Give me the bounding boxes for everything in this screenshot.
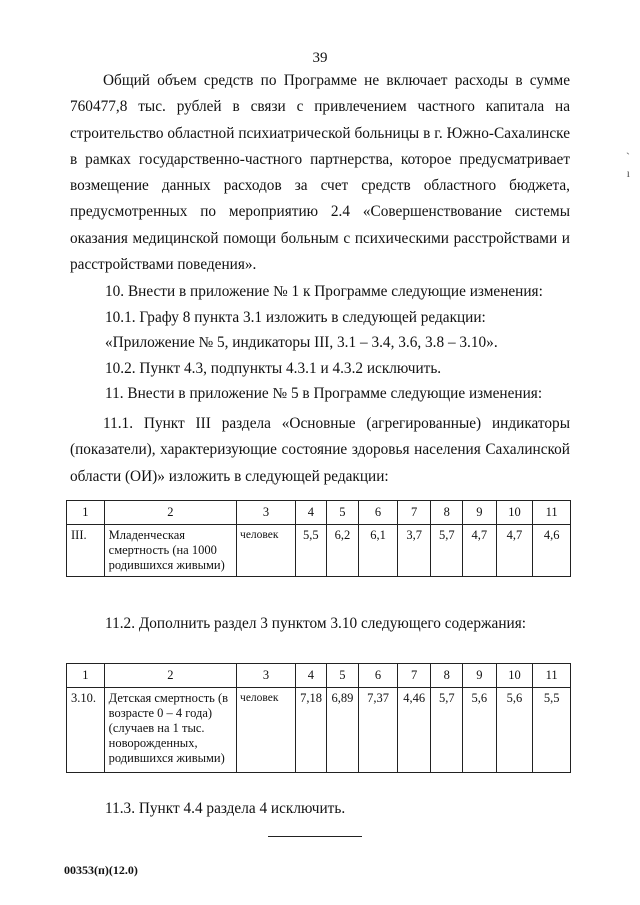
header-cell: 11 bbox=[533, 664, 571, 688]
document-code: 00353(п)(12.0) bbox=[64, 863, 138, 877]
value-cell: 5,6 bbox=[496, 688, 533, 773]
value-cell: 5,7 bbox=[431, 525, 463, 577]
margin-mark: ı bbox=[626, 166, 630, 180]
header-cell: 4 bbox=[296, 501, 327, 525]
indicator-name: Младенческая смертность (на 1000 родившихся живыми) bbox=[104, 525, 236, 577]
unit-cell: человек bbox=[237, 525, 296, 577]
indicator-table-infant-mortality bbox=[66, 500, 571, 577]
header-cell: 3 bbox=[237, 501, 296, 525]
header-cell: 3 bbox=[237, 664, 296, 688]
indicator-table-child-mortality bbox=[66, 663, 571, 773]
value-cell: 5,5 bbox=[533, 688, 571, 773]
header-cell: 7 bbox=[397, 501, 431, 525]
header-cell: 6 bbox=[359, 501, 398, 525]
table-header-row bbox=[67, 664, 571, 688]
item-10-2: 10.2. Пункт 4.3, подпункты 4.3.1 и 4.3.2 исключить. bbox=[105, 360, 442, 377]
item-11-2: 11.2. Дополнить раздел 3 пунктом 3.10 следующего содержания: bbox=[105, 615, 526, 632]
page-number: 39 bbox=[312, 50, 328, 66]
item-11-3: 11.3. Пункт 4.4 раздела 4 исключить. bbox=[105, 800, 346, 817]
value-cell: 5,6 bbox=[463, 688, 497, 773]
value-cell: 4,7 bbox=[496, 525, 533, 577]
paragraph-total-funding: Общий объем средств по Программе не включает расходы в сумме 760477,8 тыс. рублей в связи с привлечением частного капитала на строительство областной психиатрической больницы в г. Южно-Сахалинске в рамках государственно-частного партнерства, которое предусматривает возмещение данных расходов за счет средств областного бюджета, предусмотренных по мероприятию 2.4 «Совершенствование системы оказания медицинской помощи больным с психическими расстройствами и расстройствами поведения». bbox=[70, 72, 570, 274]
header-cell: 2 bbox=[104, 664, 236, 688]
header-cell: 5 bbox=[326, 664, 359, 688]
header-cell: 8 bbox=[431, 501, 463, 525]
row-number: 3.10. bbox=[67, 688, 105, 773]
value-cell: 5,5 bbox=[296, 525, 327, 577]
header-cell: 1 bbox=[67, 501, 105, 525]
value-cell: 5,7 bbox=[431, 688, 463, 773]
value-cell: 3,7 bbox=[397, 525, 431, 577]
header-cell: 9 bbox=[463, 664, 497, 688]
table-row bbox=[67, 525, 571, 577]
value-cell: 6,89 bbox=[326, 688, 359, 773]
unit-cell: человек bbox=[237, 688, 296, 773]
value-cell: 7,18 bbox=[296, 688, 327, 773]
header-cell: 9 bbox=[463, 501, 497, 525]
value-cell: 6,1 bbox=[359, 525, 398, 577]
header-cell: 6 bbox=[359, 664, 398, 688]
header-cell: 2 bbox=[104, 501, 236, 525]
separator-line bbox=[268, 836, 362, 837]
item-10: 10. Внести в приложение № 1 к Программе следующие изменения: bbox=[105, 283, 543, 300]
header-cell: 10 bbox=[496, 664, 533, 688]
header-cell: 1 bbox=[67, 664, 105, 688]
item-10-1: 10.1. Графу 8 пункта 3.1 изложить в следующей редакции: bbox=[105, 309, 486, 326]
row-number: III. bbox=[67, 525, 105, 577]
paragraph-11-1: 11.1. Пункт III раздела «Основные (агрегированные) индикаторы (показатели), характеризующие состояние здоровья населения Сахалинской области (ОИ)» изложить в следующей редакции: bbox=[70, 415, 570, 485]
header-cell: 8 bbox=[431, 664, 463, 688]
item-10-1-text: «Приложение № 5, индикаторы III, 3.1 – 3.4, 3.6, 3.8 – 3.10». bbox=[105, 334, 498, 351]
table-header-row bbox=[67, 501, 571, 525]
header-cell: 4 bbox=[296, 664, 327, 688]
table-row bbox=[67, 688, 571, 773]
value-cell: 4,7 bbox=[463, 525, 497, 577]
margin-mark: ` bbox=[626, 150, 630, 164]
value-cell: 6,2 bbox=[326, 525, 359, 577]
value-cell: 4,46 bbox=[397, 688, 431, 773]
indicator-name: Детская смертность (в возрасте 0 – 4 года) (случаев на 1 тыс. новорожденных, родившихся живыми) bbox=[104, 688, 236, 773]
header-cell: 7 bbox=[397, 664, 431, 688]
header-cell: 11 bbox=[533, 501, 571, 525]
item-11: 11. Внести в приложение № 5 в Программе следующие изменения: bbox=[105, 385, 543, 402]
header-cell: 10 bbox=[496, 501, 533, 525]
value-cell: 4,6 bbox=[533, 525, 571, 577]
value-cell: 7,37 bbox=[359, 688, 398, 773]
header-cell: 5 bbox=[326, 501, 359, 525]
